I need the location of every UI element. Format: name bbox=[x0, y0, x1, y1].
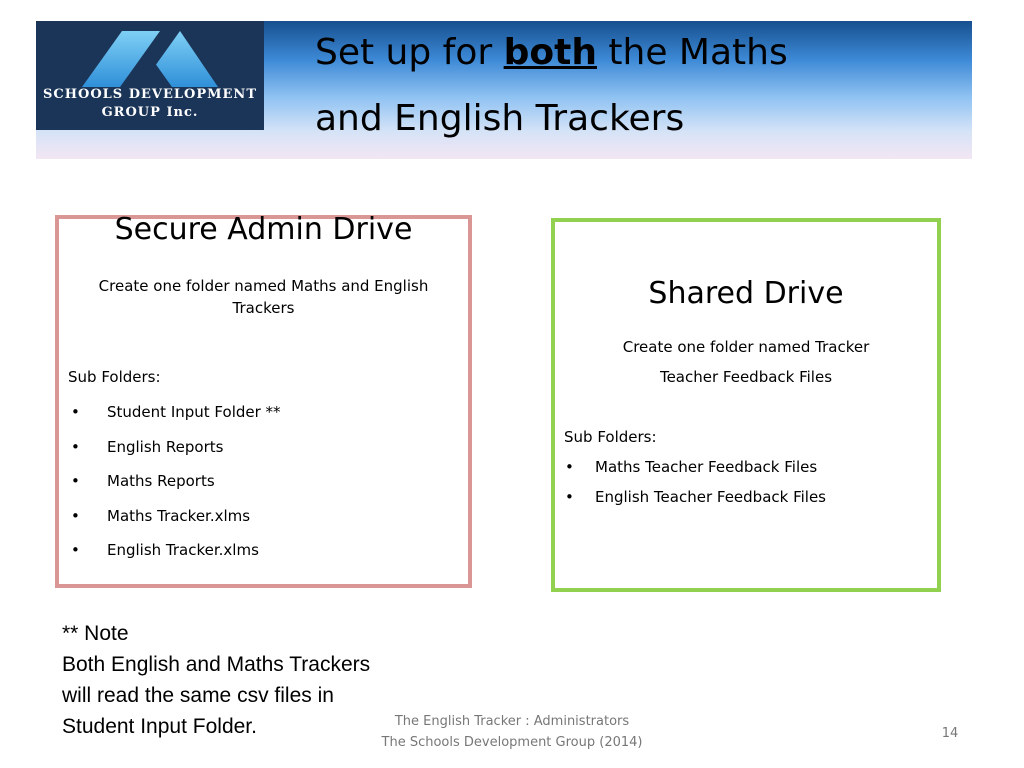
shared-instruction-line1: Create one folder named Tracker bbox=[622, 338, 870, 356]
shared-instruction-line2: Teacher Feedback Files bbox=[659, 368, 833, 386]
bullet-icon: • bbox=[71, 438, 80, 456]
list-item bbox=[71, 472, 215, 490]
note-line3: will read the same csv files in bbox=[62, 684, 334, 707]
list-item-text: Maths Reports bbox=[107, 472, 215, 490]
bullet-icon: • bbox=[71, 507, 80, 525]
shared-subfolders-label: Sub Folders: bbox=[564, 428, 657, 446]
admin-box-heading: Secure Admin Drive bbox=[114, 212, 413, 247]
admin-instruction-line1: Create one folder named Maths and English bbox=[98, 277, 429, 295]
footer-line2: The Schools Development Group (2014) bbox=[381, 735, 643, 750]
logo-mountain-icon bbox=[82, 31, 218, 87]
bullet-icon: • bbox=[565, 458, 574, 476]
bullet-icon: • bbox=[71, 472, 80, 490]
admin-instruction-line2: Trackers bbox=[232, 299, 295, 317]
logo-text-line2: GROUP Inc. bbox=[101, 105, 199, 120]
footer-line1: The English Tracker : Administrators bbox=[394, 714, 630, 729]
list-item bbox=[71, 541, 259, 559]
bullet-icon: • bbox=[71, 541, 80, 559]
list-item bbox=[71, 507, 250, 525]
list-item bbox=[71, 403, 281, 421]
note-line1: ** Note bbox=[62, 622, 129, 645]
title-emphasis: both bbox=[503, 32, 597, 73]
list-item-text: Maths Teacher Feedback Files bbox=[595, 458, 818, 476]
list-item bbox=[565, 458, 817, 476]
logo-text-line1: SCHOOLS DEVELOPMENT bbox=[43, 87, 257, 102]
list-item bbox=[565, 488, 826, 506]
title-suffix: the Maths bbox=[596, 32, 788, 73]
title-prefix: Set up for bbox=[315, 32, 504, 73]
list-item-text: English Tracker.xlms bbox=[107, 541, 259, 559]
list-item-text: Maths Tracker.xlms bbox=[107, 507, 251, 525]
page-number: 14 bbox=[941, 726, 959, 741]
slide-title-line1 bbox=[315, 32, 788, 73]
list-item bbox=[71, 438, 223, 456]
admin-subfolders-label: Sub Folders: bbox=[68, 368, 161, 386]
note-line4: Student Input Folder. bbox=[62, 715, 257, 738]
secure-admin-drive-box bbox=[55, 212, 472, 588]
bullet-icon: • bbox=[71, 403, 80, 421]
company-logo bbox=[36, 21, 264, 130]
bullet-icon: • bbox=[565, 488, 574, 506]
list-item-text: English Reports bbox=[107, 438, 224, 456]
note-line2: Both English and Maths Trackers bbox=[62, 653, 371, 676]
shared-box-heading: Shared Drive bbox=[648, 276, 844, 311]
shared-drive-box bbox=[551, 218, 941, 592]
list-item-text: English Teacher Feedback Files bbox=[595, 488, 826, 506]
slide-title-line2: and English Trackers bbox=[315, 98, 685, 139]
list-item-text: Student Input Folder ** bbox=[107, 403, 281, 421]
